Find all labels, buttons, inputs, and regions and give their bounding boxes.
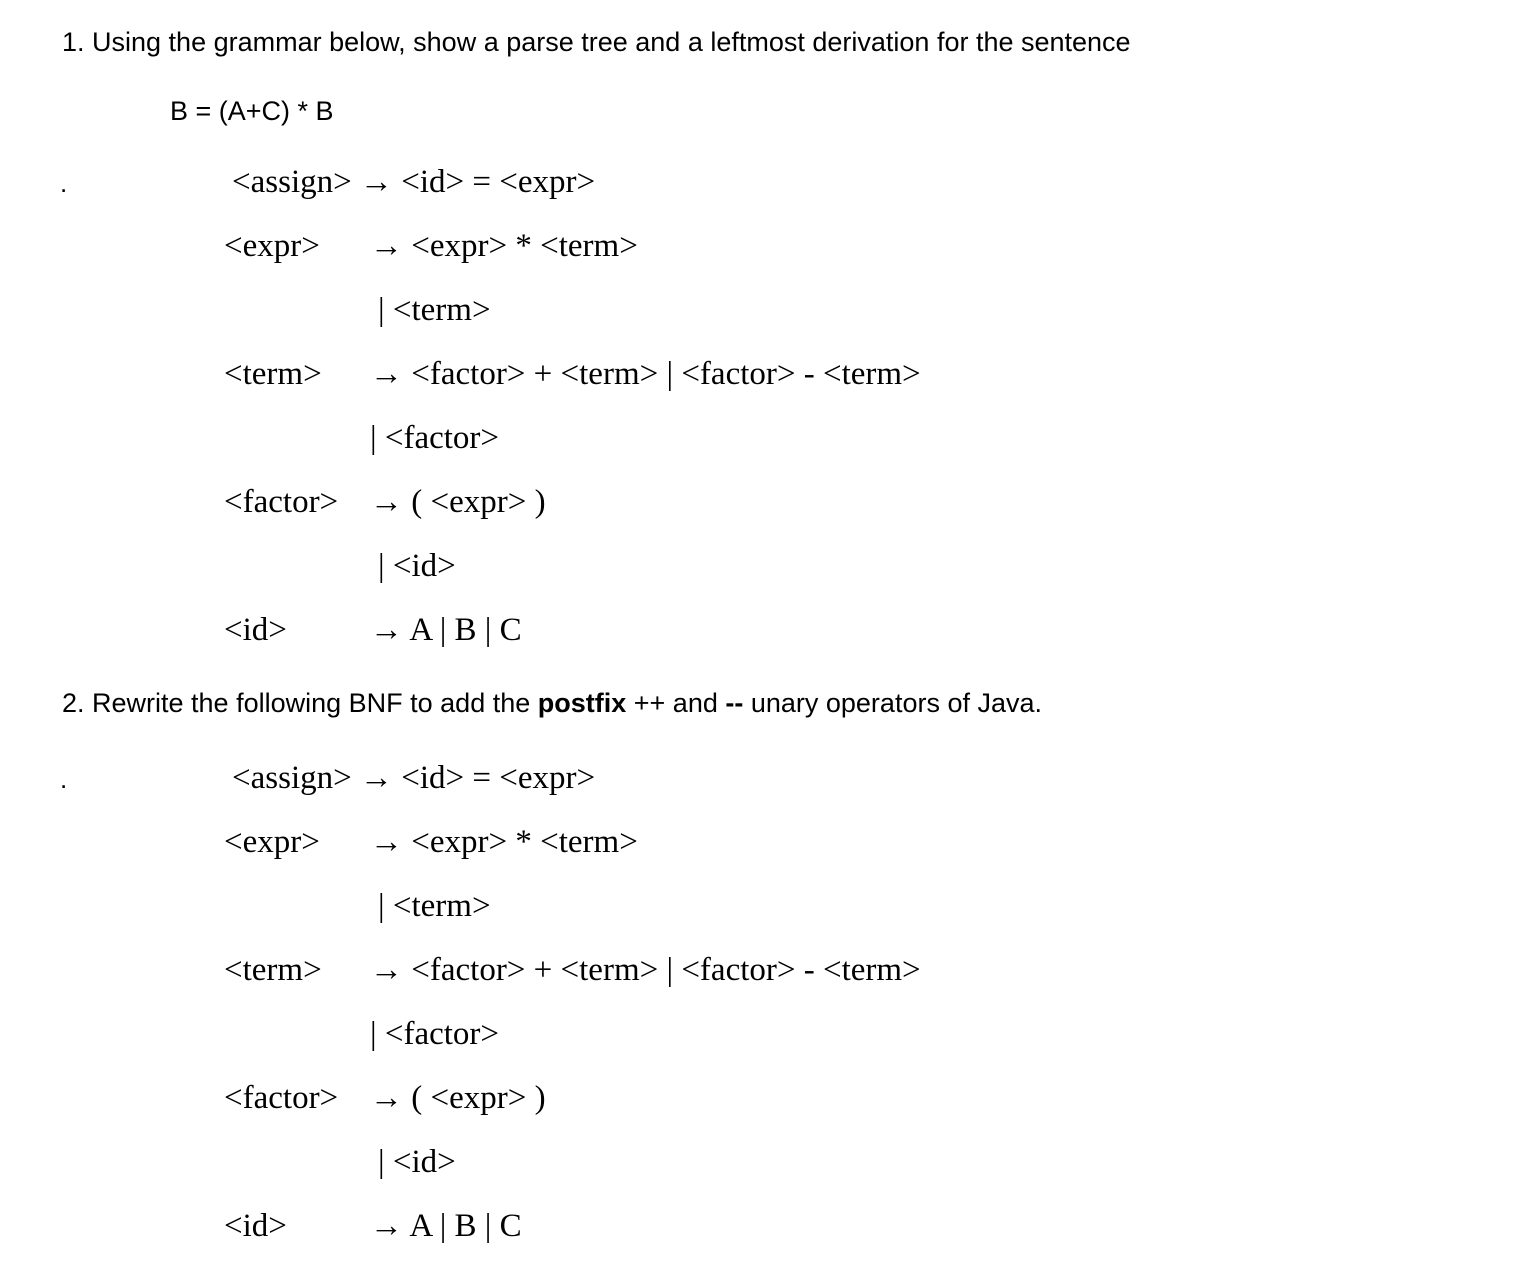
question-2-prompt-end: unary operators of Java. xyxy=(743,688,1043,718)
decrement-operator: -- xyxy=(725,688,744,718)
assign-rule: <assign> → <id> = <expr> xyxy=(232,164,596,200)
term-rhs-2: | <factor> xyxy=(370,1016,500,1052)
factor-rhs-2: | <id> xyxy=(378,1144,456,1180)
id-rhs: → A | B | C xyxy=(370,1208,522,1244)
id-rhs: → A | B | C xyxy=(370,612,522,648)
term-lhs: <term> xyxy=(224,952,322,988)
term-lhs: <term> xyxy=(224,356,322,392)
factor-lhs: <factor> xyxy=(224,484,339,520)
question-2-prompt-start: 2. Rewrite the following BNF to add the xyxy=(62,688,538,718)
bullet: . xyxy=(60,168,68,198)
id-lhs: <id> xyxy=(224,1208,287,1244)
term-rhs-2: | <factor> xyxy=(370,420,500,456)
term-rhs-1: → <factor> + <term> | <factor> - <term> xyxy=(370,356,921,392)
expr-lhs: <expr> xyxy=(224,824,320,860)
expr-rhs-2: | <term> xyxy=(378,292,491,328)
expr-lhs: <expr> xyxy=(224,228,320,264)
expr-rhs-1: → <expr> * <term> xyxy=(370,228,638,264)
id-lhs: <id> xyxy=(224,612,287,648)
factor-rhs-1: → ( <expr> ) xyxy=(370,484,546,520)
question-2-prompt-mid: ++ and xyxy=(626,688,726,718)
expr-rhs-1: → <expr> * <term> xyxy=(370,824,638,860)
factor-lhs: <factor> xyxy=(224,1080,339,1116)
question-1-sentence: B = (A+C) * B xyxy=(170,96,334,126)
factor-rhs-1: → ( <expr> ) xyxy=(370,1080,546,1116)
question-1-prompt: 1. Using the grammar below, show a parse tree and a leftmost derivation for the sentence xyxy=(62,27,1131,57)
expr-rhs-2: | <term> xyxy=(378,888,491,924)
question-2-prompt xyxy=(62,688,1042,719)
bullet: . xyxy=(60,764,68,794)
factor-rhs-2: | <id> xyxy=(378,548,456,584)
term-rhs-1: → <factor> + <term> | <factor> - <term> xyxy=(370,952,921,988)
postfix-keyword: postfix xyxy=(537,688,627,718)
assign-rule: <assign> → <id> = <expr> xyxy=(232,760,596,796)
